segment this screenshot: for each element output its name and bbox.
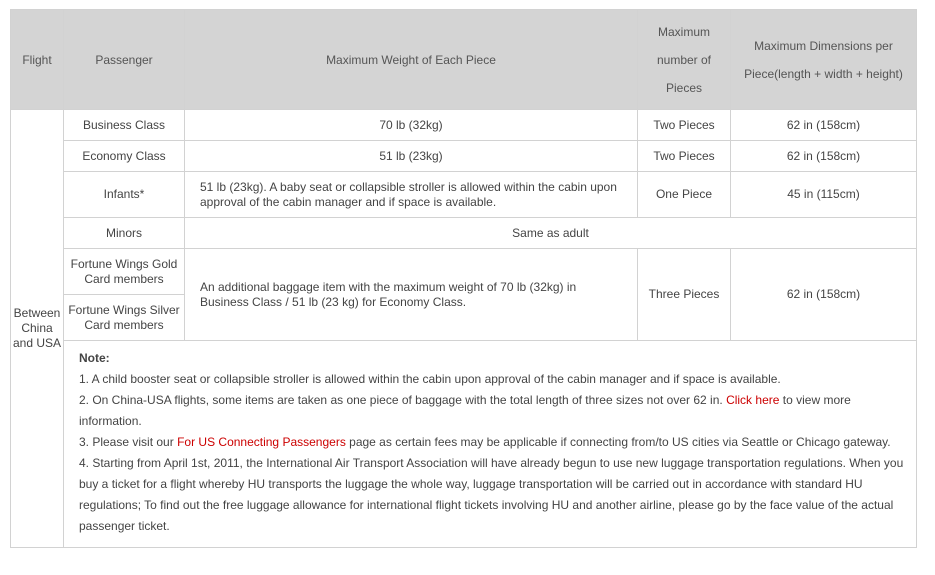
weight-fortune: An additional baggage item with the maximum weight of 70 lb (32kg) in Business Class / 51 lb (23 kg) for Economy Class. <box>185 249 638 341</box>
baggage-allowance-container <box>10 9 916 548</box>
passenger-fortune-gold: Fortune Wings Gold Card members <box>64 249 185 295</box>
pieces-fortune: Three Pieces <box>638 249 731 341</box>
header-max-pieces: Maximum number of Pieces <box>638 10 731 110</box>
baggage-allowance-table <box>10 9 917 548</box>
note-row <box>11 341 917 548</box>
header-max-weight: Maximum Weight of Each Piece <box>185 10 638 110</box>
table-row <box>11 110 917 141</box>
note-item-3-text-after: page as certain fees may be applicable if connecting from/to US cities via Seattle or Chicago gateway. <box>349 435 891 449</box>
dimensions-infants: 45 in (115cm) <box>731 172 917 218</box>
header-passenger: Passenger <box>64 10 185 110</box>
note-cell <box>64 341 917 548</box>
pieces-infants: One Piece <box>638 172 731 218</box>
table-row <box>11 249 917 295</box>
note-item-1: 1. A child booster seat or collapsible stroller is allowed within the cabin upon approval of the cabin manager and if space is available. <box>79 372 781 386</box>
passenger-economy: Economy Class <box>64 141 185 172</box>
table-row <box>11 172 917 218</box>
click-here-link[interactable]: Click here <box>726 393 780 407</box>
note-title: Note: <box>79 351 110 365</box>
weight-infants: 51 lb (23kg). A baby seat or collapsible stroller is allowed within the cabin upon approval of the cabin manager and if space is available. <box>185 172 638 218</box>
table-row <box>11 218 917 249</box>
weight-business: 70 lb (32kg) <box>185 110 638 141</box>
passenger-fortune-silver: Fortune Wings Silver Card members <box>64 295 185 341</box>
pieces-business: Two Pieces <box>638 110 731 141</box>
note-item-3-text: 3. Please visit our <box>79 435 174 449</box>
note-item-4: 4. Starting from April 1st, 2011, the International Air Transport Association will have already begun to use new luggage transportation regulations. When you buy a ticket for a flight whereby HU transports the luggage the whole way, luggage transportation will be carried out in accordance with standard HU regulations; To find out the free luggage allowance for international flight tickets involving HU and another airline, please go by the face value of the actual passenger ticket. <box>79 456 904 533</box>
passenger-infants: Infants* <box>64 172 185 218</box>
table-header-row <box>11 10 917 110</box>
note-item-3 <box>79 432 906 453</box>
passenger-business: Business Class <box>64 110 185 141</box>
header-flight: Flight <box>11 10 64 110</box>
route-cell: Between China and USA <box>11 110 64 548</box>
note-item-2-text: 2. On China-USA flights, some items are taken as one piece of baggage with the total length of three sizes not over 62 in. <box>79 393 723 407</box>
header-max-dimensions: Maximum Dimensions per Piece(length + width + height) <box>731 10 917 110</box>
note-item-2 <box>79 390 906 432</box>
note-item-2-text-after: to view more information. <box>79 393 851 428</box>
pieces-economy: Two Pieces <box>638 141 731 172</box>
minors-same-as-adult: Same as adult <box>185 218 917 249</box>
dimensions-business: 62 in (158cm) <box>731 110 917 141</box>
passenger-minors: Minors <box>64 218 185 249</box>
us-connecting-passengers-link[interactable]: For US Connecting Passengers <box>177 435 346 449</box>
dimensions-fortune: 62 in (158cm) <box>731 249 917 341</box>
dimensions-economy: 62 in (158cm) <box>731 141 917 172</box>
table-row <box>11 141 917 172</box>
weight-economy: 51 lb (23kg) <box>185 141 638 172</box>
